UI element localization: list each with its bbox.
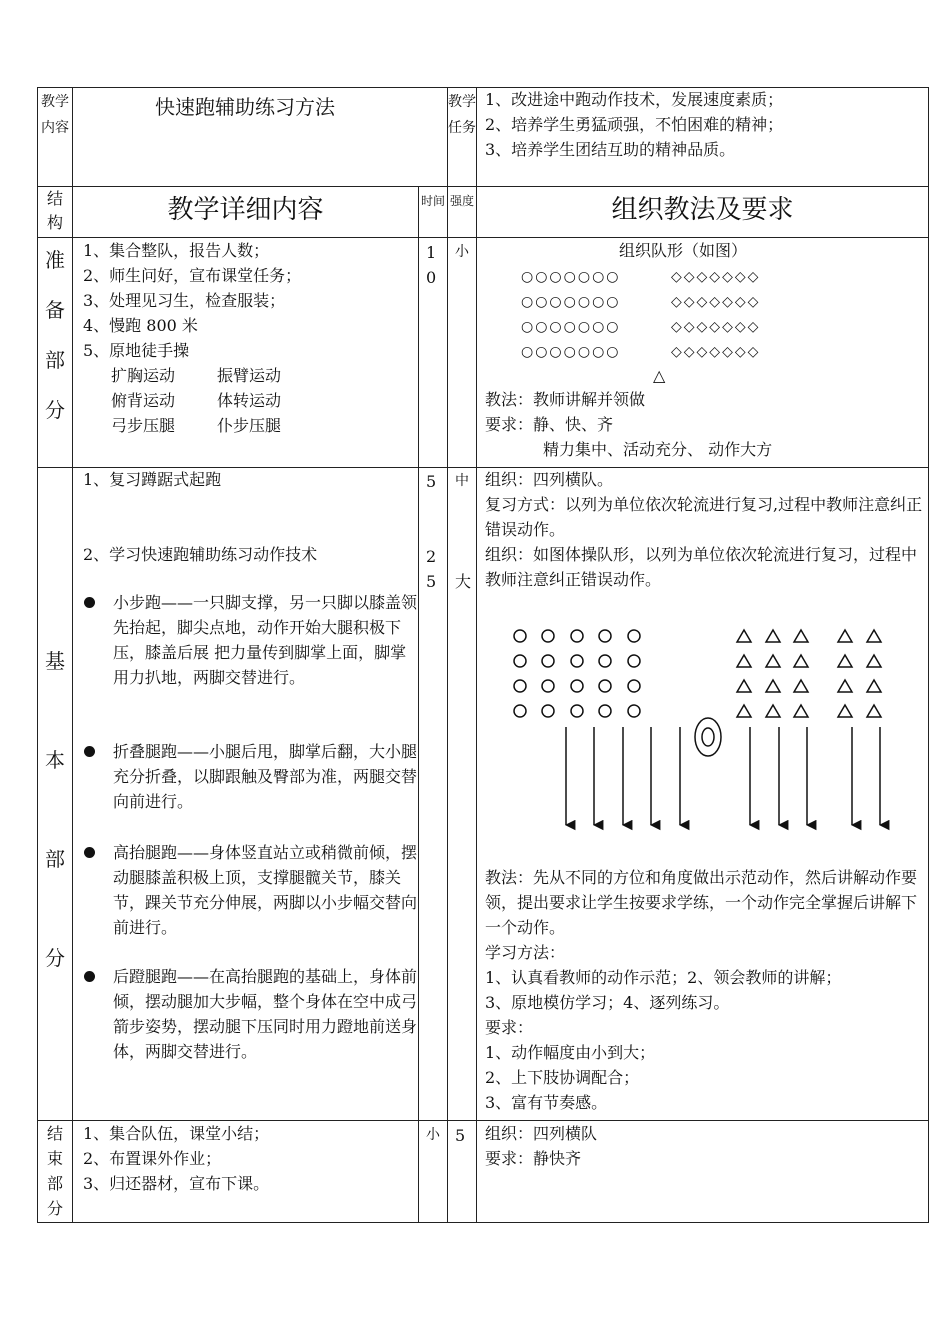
end-item-2: 2、布置课外作业；: [83, 1149, 222, 1168]
learn-line-2: 3、原地模仿学习；4、逐列练习。: [485, 993, 730, 1012]
basic-method: 教法：先从不同的方位和角度做出示范动作，然后讲解动作要领，提出要求让学生按要求学练，一个动作完全掌握后讲解下一个动作。: [485, 868, 918, 937]
end-organization: 组织：四列横队: [485, 1124, 598, 1143]
bullet-dot: [84, 971, 95, 982]
end-item-3: 3、归还器材，宣布下课。: [83, 1174, 270, 1193]
bullet-dot: [84, 847, 95, 858]
content-title: 快速跑辅助练习方法: [155, 95, 335, 119]
formation-title: 组织队形（如图）: [619, 241, 748, 260]
structure-header: 结构: [46, 189, 63, 232]
intensity-header: 强度: [449, 194, 474, 208]
prep-exercise: 体转运动: [217, 391, 282, 410]
basic-label: 基本部分: [45, 649, 65, 970]
learn-line-1: 1、认真看教师的动作示范；2、领会教师的讲解；: [485, 968, 842, 987]
prep-item-4: 4、慢跑 800 米: [83, 316, 198, 335]
basic-intensity-2: 大: [455, 572, 472, 591]
end-item-1: 1、集合队伍，课堂小结；: [83, 1124, 270, 1143]
drill-small-step: 小步跑——一只脚支撑，另一只脚以膝盖领先抬起，脚尖点地，动作开始大腿积极下压，膝盖后展 把力量传到脚掌上面，脚掌用力扒地，两脚交替进行。: [113, 593, 418, 687]
end-label: 结束部分: [46, 1124, 63, 1218]
circle-row: ○○○○○○○: [521, 269, 621, 285]
basic-time: 5: [426, 472, 437, 491]
method-header: 组织教法及要求: [611, 195, 794, 225]
end-requirement: 要求：静快齐: [485, 1149, 582, 1168]
end-time: 小: [426, 1127, 440, 1143]
drill-high-knee: 高抬腿跑——身体竖直站立或稍微前倾，摆动腿膝盖积极上顶，支撑腿髋关节，膝关节，踝关节充分伸展，两脚以小步幅交替向前进行。: [113, 843, 418, 937]
requirement-2: 2、上下肢协调配合；: [485, 1068, 640, 1087]
prep-requirement: 要求：静、快、齐: [485, 415, 614, 434]
content-header: 教学详细内容: [167, 195, 324, 225]
learn-title: 学习方法：: [485, 943, 566, 962]
bullet-dot: [84, 746, 95, 757]
end-intensity: 5: [455, 1126, 466, 1145]
basic-item-2: 2、学习快速跑辅助练习动作技术: [83, 545, 318, 564]
task-2: 2、培养学生勇猛顽强，不怕困难的精神；: [485, 115, 784, 134]
teacher-triangle: △: [653, 366, 666, 385]
prep-requirement-detail: 精力集中、活动充分、 动作大方: [543, 440, 773, 459]
basic-intensity: 中: [455, 473, 469, 489]
prep-exercise: 仆步压腿: [217, 416, 282, 435]
basic-organization: 组织：四列横队。: [485, 470, 614, 489]
basic-item-1: 1、复习蹲踞式起跑: [83, 470, 222, 489]
diamond-row: ◇◇◇◇◇◇◇: [671, 294, 761, 310]
prep-method: 教法：教师讲解并领做: [485, 390, 646, 409]
prep-exercise: 振臂运动: [217, 366, 282, 385]
bullet-dot: [84, 597, 95, 608]
drill-back-kick: 后蹬腿跑——在高抬腿跑的基础上，身体前倾，摆动腿加大步幅，整个身体在空中成弓箭步姿势，摆动腿下压同时用力蹬地前送身体，两脚交替进行。: [113, 967, 418, 1061]
drill-formation-diagram: [477, 619, 927, 839]
diamond-row: ◇◇◇◇◇◇◇: [671, 344, 761, 360]
content-label: 教学内容: [41, 94, 69, 136]
prep-item-5: 5、原地徒手操: [83, 341, 190, 360]
prep-item-3: 3、处理见习生，检查服装；: [83, 291, 286, 310]
prep-exercise: 扩胸运动: [111, 366, 176, 385]
task-1: 1、改进途中跑动作技术，发展速度素质；: [485, 90, 784, 109]
task-3: 3、培养学生团结互助的精神品质。: [485, 140, 736, 159]
requirement-3: 3、富有节奏感。: [485, 1093, 608, 1112]
requirement-title: 要求：: [485, 1018, 534, 1037]
requirement-1: 1、动作幅度由小到大；: [485, 1043, 656, 1062]
prep-time: 10: [426, 243, 437, 287]
prep-intensity: 小: [455, 244, 469, 260]
prep-item-1: 1、集合整队，报告人数；: [83, 241, 270, 260]
prep-exercise: 俯背运动: [111, 391, 176, 410]
drill-fold-leg: 折叠腿跑——小腿后甩，脚掌后翻，大小腿充分折叠，以脚跟触及臀部为准，两腿交替向前进行。: [113, 742, 418, 811]
lesson-plan-table: [37, 87, 929, 1223]
review-method: 复习方式：以列为单位依次轮流进行复习,过程中教师注意纠正错误动作。: [485, 495, 923, 539]
diamond-row: ◇◇◇◇◇◇◇: [671, 269, 761, 285]
diamond-row: ◇◇◇◇◇◇◇: [671, 319, 761, 335]
prep-item-2: 2、师生问好，宣布课堂任务；: [83, 266, 302, 285]
prep-label: 准备部分: [45, 248, 65, 422]
prep-exercise: 弓步压腿: [111, 416, 176, 435]
task-label: 教学任务: [448, 94, 476, 136]
basic-time-2: 25: [426, 547, 437, 591]
circle-row: ○○○○○○○: [521, 319, 621, 335]
circle-row: ○○○○○○○: [521, 294, 621, 310]
basic-organization-2: 组织：如图体操队形，以列为单位依次轮流进行复习，过程中教师注意纠正错误动作。: [485, 545, 918, 589]
circle-row: ○○○○○○○: [521, 344, 621, 360]
time-header: 时间: [420, 194, 445, 208]
